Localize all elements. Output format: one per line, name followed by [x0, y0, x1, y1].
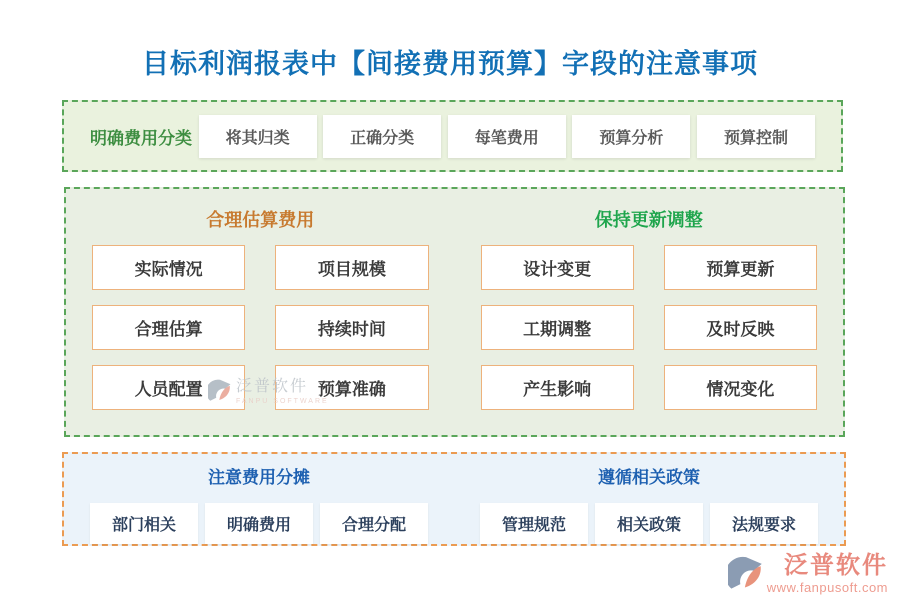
brand-footer	[728, 554, 888, 594]
btn-reasonable-allocation: 合理分配	[320, 503, 428, 544]
watermark-brand: 泛普软件	[236, 378, 309, 395]
tag-budget-control: 预算控制	[697, 115, 815, 158]
column-header-estimate: 合理估算费用	[206, 210, 315, 230]
column-cost-allocation	[64, 454, 454, 544]
section-allocation-and-policy	[62, 452, 846, 546]
fanpu-logo-icon	[728, 556, 764, 592]
tag-each-expense: 每笔费用	[448, 115, 566, 158]
brand-url: www.fanpusoft.com	[766, 580, 888, 595]
brand-texts	[767, 554, 888, 594]
cell-staffing: 人员配置	[92, 365, 245, 410]
btn-clarify-expense: 明确费用	[205, 503, 313, 544]
column-reasonable-estimate	[66, 189, 455, 435]
btn-department-related: 部门相关	[90, 503, 198, 544]
btn-management-norms: 管理规范	[480, 503, 588, 544]
column-header-allocation: 注意费用分摊	[208, 468, 310, 487]
column-header-policy: 遵循相关政策	[598, 468, 700, 487]
cell-budget-accuracy: 预算准确	[275, 365, 428, 410]
cell-timely-reflection: 及时反映	[664, 305, 817, 350]
cell-actual-situation: 实际情况	[92, 245, 245, 290]
tag-classify-it: 将其归类	[199, 115, 317, 158]
cell-project-scale: 项目规模	[275, 245, 428, 290]
estimate-grid	[66, 245, 455, 410]
section-cost-classification	[62, 100, 843, 172]
cell-schedule-adjustment: 工期调整	[481, 305, 634, 350]
brand-name: 泛普软件	[784, 552, 888, 579]
btn-related-policies: 相关政策	[595, 503, 703, 544]
cell-design-change: 设计变更	[481, 245, 634, 290]
cell-reasonable-estimate: 合理估算	[92, 305, 245, 350]
section-estimate-and-update	[64, 187, 845, 437]
column-header-update: 保持更新调整	[594, 210, 703, 230]
page-title: 目标利润报表中【间接费用预算】字段的注意事项	[142, 49, 758, 79]
cell-duration: 持续时间	[275, 305, 428, 350]
cell-situation-change: 情况变化	[664, 365, 817, 410]
section1-label: 明确费用分类	[90, 128, 192, 148]
cell-impact: 产生影响	[481, 365, 634, 410]
update-grid	[455, 245, 844, 410]
column-keep-updated	[455, 189, 844, 435]
watermark-sub: FANPU SOFTWARE	[236, 398, 329, 405]
allocation-row	[64, 503, 454, 544]
cell-budget-update: 预算更新	[664, 245, 817, 290]
tag-budget-analysis: 预算分析	[572, 115, 690, 158]
btn-legal-requirements: 法规要求	[710, 503, 818, 544]
tag-correct-classification: 正确分类	[323, 115, 441, 158]
policy-row	[454, 503, 844, 544]
column-follow-policy	[454, 454, 844, 544]
